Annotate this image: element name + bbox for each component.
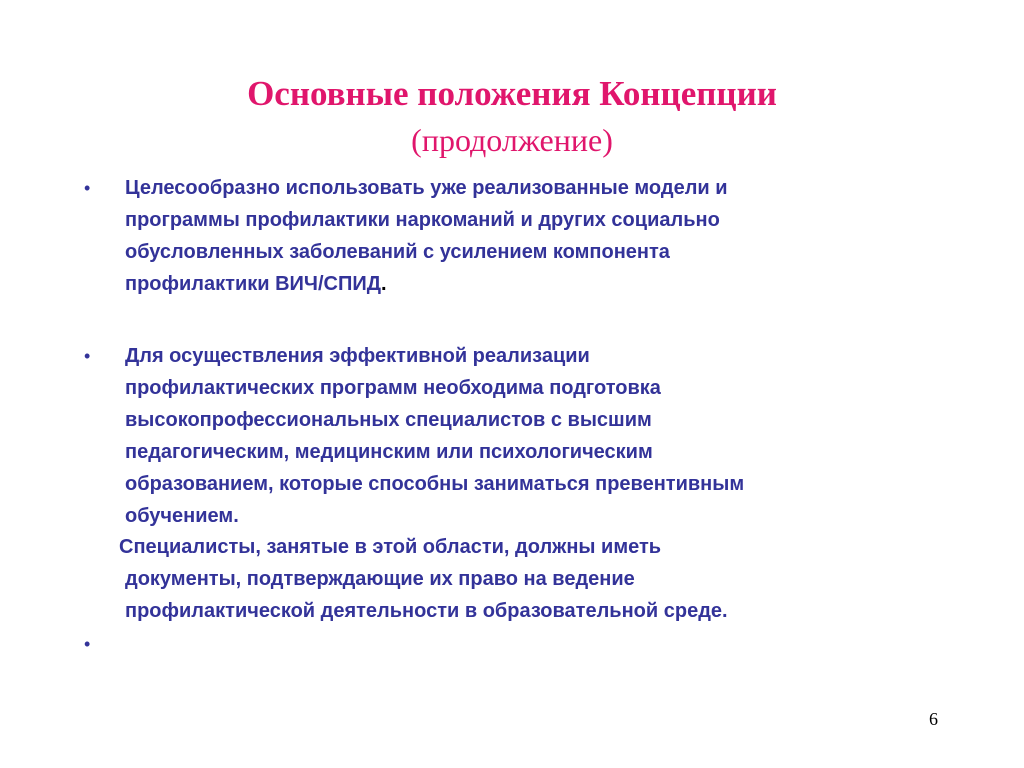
bullet-icon: • [84,346,91,366]
list-item-line-text: профилактики ВИЧ/СПИД [125,273,381,295]
list-item-line: профилактических программ необходима подготовка [125,377,661,399]
list-item [125,172,945,300]
list-item-line: образованием, которые способны заниматься превентивным [125,473,745,495]
continuation-line: Специалисты, занятые в этой области, должны иметь [119,536,662,558]
continuation-line: профилактической деятельности в образовательной среде. [125,600,728,622]
list-item-line: педагогическим, медицинским или психологическим [125,441,653,463]
list-item-line: программы профилактики наркоманий и других социально [125,209,720,231]
list-item-line: обусловленных заболеваний с усилением компонента [125,241,670,263]
empty-bullet-icon: • [84,634,91,654]
list-item-line: обучением. [125,505,239,527]
list-item-line: высокопрофессиональных специалистов с высшим [125,409,652,431]
continuation-line: документы, подтверждающие их право на ведение [125,568,635,590]
list-item-line: Целесообразно использовать уже реализованные модели и [125,177,728,199]
slide-subtitle: (продолжение) [411,122,613,158]
end-mark: . [380,273,387,295]
page-number: 6 [929,709,938,729]
slide-title: Основные положения Концепции [247,74,777,113]
bullet-icon: • [84,178,91,198]
list-item-line: Для осуществления эффективной реализации [125,345,590,367]
list-item-line [125,268,945,300]
list-item [125,340,945,532]
continuation-paragraph [119,531,945,627]
